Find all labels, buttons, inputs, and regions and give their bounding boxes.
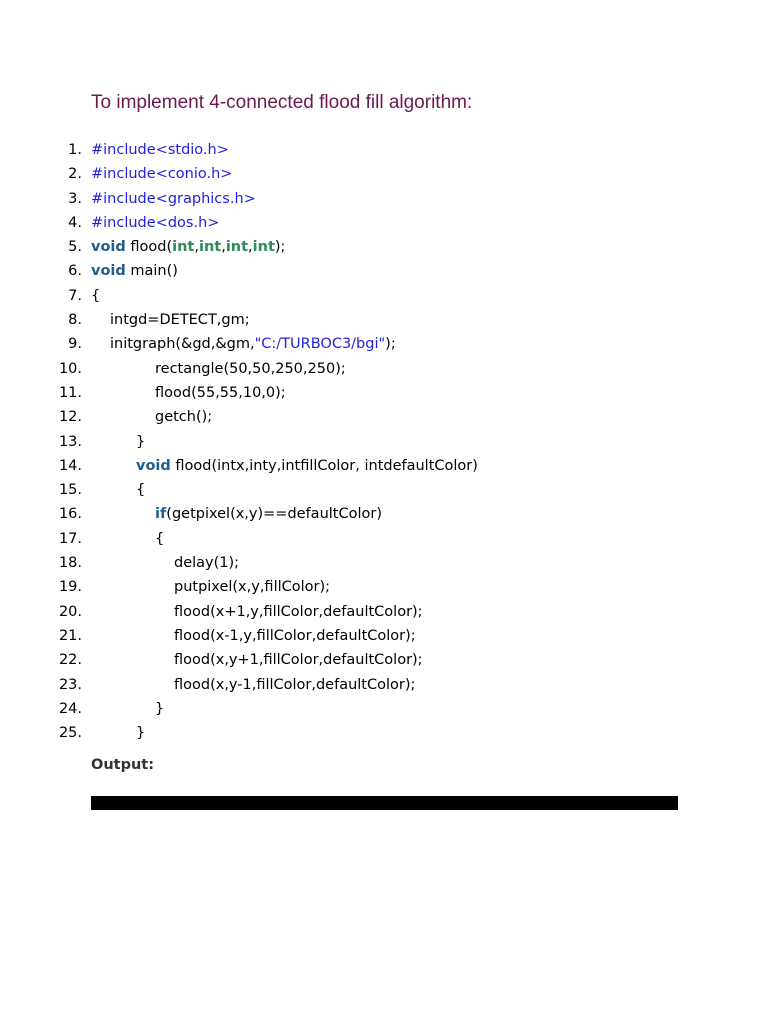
code-token-string: "C:/TURBOC3/bgi"	[254, 336, 386, 353]
code-token-plain: flood(x,y+1,fillColor,defaultColor);	[174, 652, 423, 669]
code-line	[0, 478, 768, 502]
line-code	[155, 502, 382, 526]
code-line	[0, 259, 768, 283]
code-line	[0, 138, 768, 162]
line-code	[136, 721, 145, 745]
line-number: 18.	[58, 555, 82, 572]
code-token-plain: putpixel(x,y,fillColor);	[174, 579, 331, 596]
code-listing	[0, 138, 768, 745]
code-token-plain: );	[385, 336, 396, 353]
line-number: 21.	[58, 627, 82, 644]
line-code	[155, 697, 164, 721]
code-line	[0, 624, 768, 648]
line-number: 22.	[58, 652, 82, 669]
code-token-plain: ,	[248, 239, 253, 256]
line-code	[174, 551, 239, 575]
line-code	[174, 600, 423, 624]
code-token-keyword: void	[91, 239, 126, 256]
line-code	[136, 430, 145, 454]
code-token-plain: flood(x-1,y,fillColor,defaultColor);	[174, 627, 416, 644]
output-label: Output:	[91, 757, 155, 773]
code-token-plain: getch();	[155, 409, 213, 426]
code-line	[0, 284, 768, 308]
code-token-plain: }	[136, 725, 146, 742]
code-line	[0, 162, 768, 186]
line-number: 14.	[58, 457, 82, 474]
code-token-type: int	[172, 239, 195, 256]
code-token-plain: {	[155, 530, 165, 547]
line-number: 13.	[58, 433, 82, 450]
code-line	[0, 211, 768, 235]
code-token-plain: flood(x+1,y,fillColor,defaultColor);	[174, 603, 423, 620]
line-number: 8.	[68, 312, 82, 329]
code-token-include: #include<stdio.h>	[91, 142, 229, 158]
page-title: To implement 4-connected flood fill algorithm:	[91, 92, 473, 113]
line-number: 7.	[68, 287, 82, 304]
code-token-plain: );	[274, 239, 286, 256]
code-token-plain: rectangle(50,50,250,250);	[155, 360, 346, 377]
code-line	[0, 308, 768, 332]
line-number: 23.	[58, 676, 82, 693]
code-token-keyword: void	[136, 457, 171, 474]
line-code	[91, 138, 229, 162]
line-code	[155, 405, 212, 429]
line-number: 1.	[68, 142, 82, 158]
line-number: 12.	[58, 409, 82, 426]
code-token-plain: (getpixel(x,y)==defaultColor)	[166, 506, 382, 523]
line-code	[91, 211, 219, 235]
line-code	[91, 187, 256, 211]
code-token-type: int	[198, 239, 222, 256]
line-number: 9.	[68, 336, 82, 353]
code-line	[0, 673, 768, 697]
code-line	[0, 721, 768, 745]
code-token-keyword: void	[91, 263, 126, 280]
line-number: 3.	[68, 190, 82, 207]
line-number: 19.	[58, 579, 82, 596]
line-code	[174, 648, 423, 672]
code-line	[0, 405, 768, 429]
code-token-plain: main()	[125, 263, 178, 280]
code-line	[0, 551, 768, 575]
line-number: 2.	[68, 166, 82, 183]
line-number: 25.	[58, 725, 82, 742]
line-code	[91, 235, 285, 259]
code-token-plain: flood(intx,inty,intfillColor, intdefaultColor)	[170, 457, 478, 474]
code-token-type: int	[225, 239, 249, 256]
code-token-plain: flood(x,y-1,fillColor,defaultColor);	[174, 676, 416, 693]
code-token-plain: ,	[194, 239, 199, 256]
line-number: 24.	[58, 700, 82, 717]
code-line	[0, 357, 768, 381]
code-line	[0, 187, 768, 211]
code-line	[0, 332, 768, 356]
code-token-include: #include<graphics.h>	[91, 190, 256, 207]
code-token-plain: flood(55,55,10,0);	[155, 384, 286, 401]
code-line	[0, 381, 768, 405]
code-token-plain: {	[91, 287, 101, 304]
line-number: 10.	[58, 360, 82, 377]
code-token-plain: ,	[221, 239, 226, 256]
line-code	[91, 162, 232, 186]
code-token-plain: }	[155, 700, 165, 717]
code-line	[0, 454, 768, 478]
code-line	[0, 235, 768, 259]
code-token-plain: flood(	[125, 239, 173, 256]
line-number: 4.	[68, 214, 82, 231]
code-token-plain: delay(1);	[174, 555, 240, 572]
code-token-plain: {	[136, 482, 146, 499]
code-token-plain: intgd=DETECT,gm;	[110, 312, 250, 329]
line-code	[91, 284, 100, 308]
code-line	[0, 527, 768, 551]
output-image-bar	[91, 796, 678, 810]
code-line	[0, 575, 768, 599]
line-number: 17.	[58, 530, 82, 547]
line-code	[155, 381, 286, 405]
code-token-plain: initgraph(&gd,&gm,	[110, 336, 255, 353]
line-number: 15.	[58, 482, 82, 499]
code-token-include: #include<conio.h>	[91, 166, 233, 183]
line-number: 16.	[58, 506, 82, 523]
line-number: 5.	[68, 239, 82, 256]
code-token-keyword: if	[155, 506, 167, 523]
code-token-type: int	[252, 239, 275, 256]
code-token-include: #include<dos.h>	[91, 214, 220, 231]
line-code	[110, 308, 250, 332]
code-line	[0, 502, 768, 526]
line-code	[155, 527, 164, 551]
code-token-plain: }	[136, 433, 146, 450]
code-line	[0, 600, 768, 624]
line-number: 11.	[58, 384, 82, 401]
line-code	[136, 454, 478, 478]
code-line	[0, 697, 768, 721]
line-code	[136, 478, 145, 502]
line-code	[91, 259, 178, 283]
line-code	[174, 624, 416, 648]
line-code	[174, 575, 330, 599]
code-line	[0, 430, 768, 454]
line-number: 6.	[68, 263, 82, 280]
code-line	[0, 648, 768, 672]
line-code	[110, 332, 396, 356]
line-code	[174, 673, 415, 697]
line-number: 20.	[58, 603, 82, 620]
line-code	[155, 357, 346, 381]
